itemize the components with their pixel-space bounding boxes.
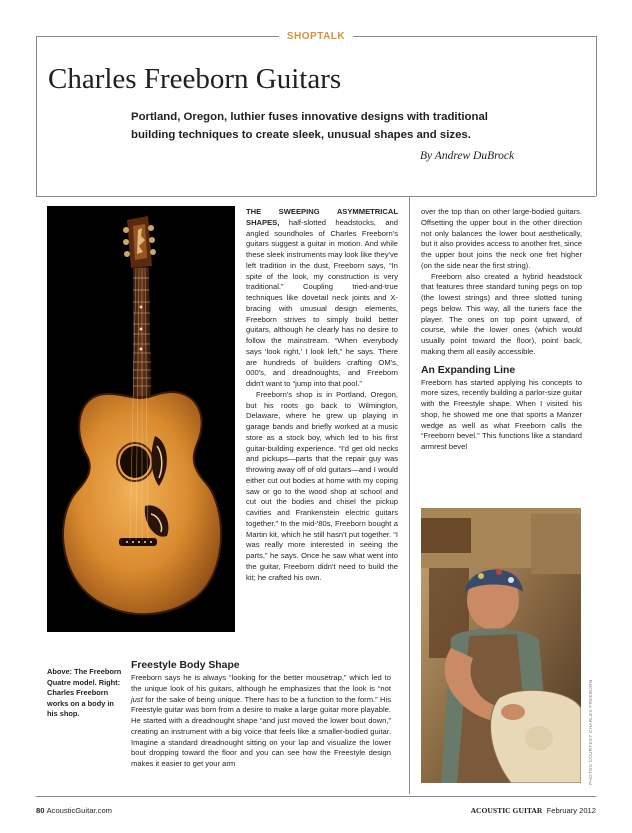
article-title: Charles Freeborn Guitars	[48, 63, 342, 95]
workshop-photo	[421, 508, 581, 783]
right-border	[596, 36, 597, 196]
byline: By Andrew DuBrock	[420, 150, 515, 162]
subheading-expanding-line: An Expanding Line	[421, 364, 516, 376]
issue-date: February 2012	[546, 806, 596, 815]
article-deck: Portland, Oregon, luthier fuses innovative designs with traditional building techniques to create sleek, unusual shapes and sizes.	[131, 111, 488, 141]
article-column-1	[246, 207, 398, 583]
footer-left	[36, 806, 112, 815]
paragraph	[131, 673, 391, 770]
page-number: 80	[36, 806, 45, 815]
left-border	[36, 36, 37, 196]
header-bottom-rule	[36, 196, 596, 197]
paragraph: over the top than on other large-bodied guitars. Offsetting the upper bout in the other direction not only balances the lower bout aesthetically, but it also provides access to another fret, since the upper bout joins the neck one fret higher (on the side near the first string).	[421, 207, 582, 270]
paragraph: Freeborn has started applying his concepts to more sizes, recently building a parlor-size guitar with the Freestyle shape. When I visited his shop, he showed me one that sports a Manzer wedge as well as what Freeborn calls the “Freeborn bevel.” This functions like a standard armrest bevel	[421, 377, 582, 451]
paragraph-text: for the sake of being unique. There has to be a function to the form.” His Freestyle guitar was born from a desire to make a large guitar more playable. He started with a dreadnought shape “and just moved the lower bout down,” creating an instrument with a big voice that feels like a smaller-bodied guitar. Imagine a standard dreadnought sitting on your lap and visualize the lower bout dropping toward the floor and you can see how the Freestyle design makes it easier to get your arm	[131, 694, 391, 768]
photo-caption: Above: The Freeborn Quatre model. Right: Charles Freeborn works on a body in his shop.	[47, 667, 122, 718]
article-column-3	[131, 673, 391, 770]
section-kicker	[0, 31, 632, 42]
luthier-illustration	[421, 508, 581, 783]
paragraph-text: half-slotted headstocks, and angled soundholes of Charles Freeborn's guitars suggest a guitar in motion. And while these sleek instruments may look like they've left tradition in the dust, Freeborn says, “In spite of the look, my construction is very traditional.” Coupling tried-and-true techniques like dovetail neck joints and X-bracing with unusual design elements, Freeborn strives to simply build better guitars, although he clearly has no desire to follow the mainstream. “When everybody says ‘look right,’ I look left,” he says. There are hundreds of builders crafting OM's, 000's, and dreadnoughts, and Freeborn didn't want to “jump into that pool.”	[246, 217, 398, 388]
guitar-illustration	[47, 206, 235, 632]
lead-in: THE SWEEPING ASYMMETRICAL SHAPES,	[246, 207, 398, 227]
subheading-freestyle-body-shape: Freestyle Body Shape	[131, 660, 240, 671]
paragraph: Freeborn also created a hybrid headstock that features three standard tuning pegs on top (the lowest strings) and three slotted tuning pegs below. This way, all the tuners face the player. The ones on top point upward, of course, while the lower ones (which would usually point toward the floor), point back, making them all easily accessible.	[421, 271, 582, 356]
footer-rule	[36, 796, 596, 797]
site-name: AcousticGuitar.com	[46, 806, 112, 815]
magazine-name: ACOUSTIC GUITAR	[470, 806, 543, 815]
emphasis: just	[131, 694, 143, 704]
article-column-2	[421, 207, 582, 453]
paragraph: Freeborn's shop is in Portland, Oregon, but his roots go back to Wilmington, Delaware, where he grew up playing in garage bands and briefly worked at a music store as a stock boy, which led to his first guitar-building experience. “I'd get old necks and pickups—parts that the repair guy was throwing away off of old guitars—and I would either cut out bodies at home with my coping saw or go to the wood shop at school and cut out the bodies and chisel the pickup cavities and Frankenstein electric guitars together.” In the mid-'80s, Freeborn bought a Martin kit, which he still hasn't put together. “I was really more interested in seeing the parts,” he says. Once he saw what went into the guitar, Freeborn didn't need to build the kit; he crafted his own.	[246, 389, 398, 582]
photo-credit: PHOTOS COURTESY CHARLES FREEBORN	[588, 679, 593, 785]
paragraph	[246, 207, 398, 390]
section-label: SHOPTALK	[279, 31, 353, 42]
guitar-photo	[47, 206, 235, 632]
paragraph-text: Freeborn says he is always “looking for the better mousetrap,” which led to the unique look of his guitars, although he emphasizes that the look is “not	[131, 673, 391, 693]
footer-right	[471, 806, 596, 815]
column-divider	[409, 197, 410, 794]
